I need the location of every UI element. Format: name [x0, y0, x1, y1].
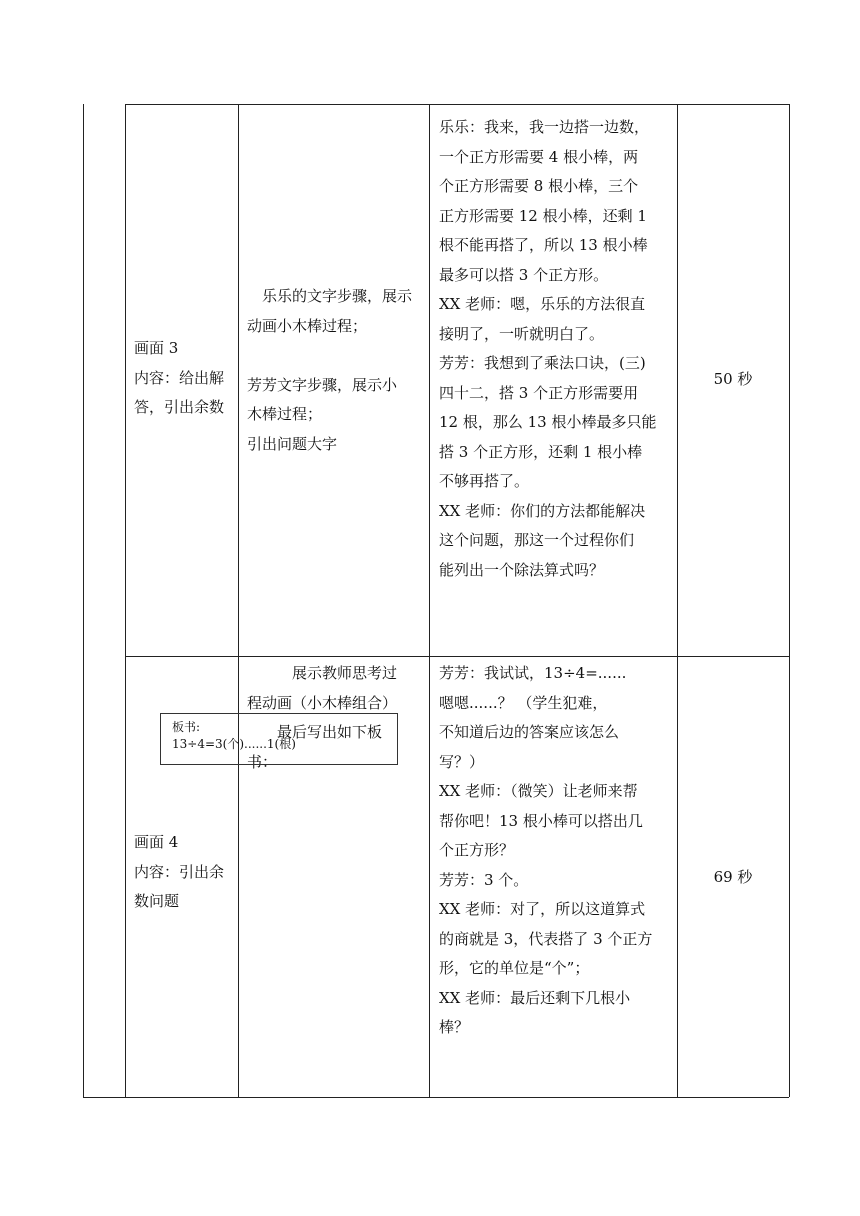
dialog-line: 最多可以搭 3 个正方形。 — [439, 265, 609, 284]
label-line: 内容：给出解 — [134, 368, 225, 387]
scene-duration-4: 69 秒 — [713, 868, 753, 886]
desc-line: 木棒过程； — [247, 405, 323, 423]
col-divider — [429, 104, 430, 1097]
dialog-line: XX 老师：（微笑）让老师来帮 — [439, 782, 638, 800]
dialog-line: 芳芳：我试试，13÷4=...... — [439, 664, 627, 682]
dialog-line: 嗯嗯......？ （学生犯难， — [439, 693, 608, 712]
dialog-line: 搭 3 个正方形，还剩 1 根小棒 — [439, 442, 643, 461]
dialog-line: 芳芳：我想到了乘法口诀，(三) — [439, 354, 646, 372]
desc-line: 动画小木棒过程； — [247, 316, 368, 335]
dialog-line: 写？） — [439, 752, 485, 771]
dialog-line: 芳芳：3 个。 — [439, 870, 529, 889]
desc-line: 引出问题大字 — [247, 434, 338, 453]
dialog-line: 形，它的单位是“个”； — [439, 959, 590, 977]
dialog-line: 乐乐：我来，我一边搭一边数， — [439, 118, 650, 136]
dialog-line: 不够再搭了。 — [439, 472, 530, 490]
dialog-line: 这个问题，那这一个过程你们 — [439, 531, 635, 549]
row-divider — [125, 104, 790, 105]
dialog-line: 能列出一个除法算式吗？ — [439, 560, 605, 579]
col-divider — [238, 104, 239, 1097]
dialog-line: 的商就是 3，代表搭了 3 个正方 — [439, 929, 653, 948]
label-line: 画面 4 — [134, 833, 179, 851]
dialog-line: 一个正方形需要 4 根小棒，两 — [439, 147, 639, 166]
dialog-line: 四十二，搭 3 个正方形需要用 — [439, 383, 639, 402]
dialog-line: 接明了，一听就明白了。 — [439, 324, 605, 343]
scene-dialog-3 — [439, 113, 679, 585]
desc-line: 乐乐的文字步骤，展示 — [262, 287, 413, 305]
board-title: 板书: — [172, 720, 201, 734]
desc-line: 最后写出如下板 — [277, 723, 383, 741]
label-line: 内容：引出余 — [134, 862, 225, 881]
scene-dialog-4 — [439, 659, 679, 1043]
dialog-line: 个正方形？ — [439, 841, 515, 859]
scene-label-4 — [134, 828, 238, 917]
desc-line: 芳芳文字步骤，展示小 — [247, 375, 398, 394]
dialog-line: 棒？ — [439, 1018, 470, 1036]
board-formula: 13÷4=3(个)......1(根) — [172, 737, 296, 751]
dialog-line: XX 老师：对了，所以这道算式 — [439, 900, 646, 918]
dialog-line: 不知道后边的答案应该怎么 — [439, 723, 620, 741]
dialog-line: 12 根，那么 13 根小棒最多只能 — [439, 413, 657, 431]
dialog-line: 根不能再搭了，所以 13 根小棒 — [439, 236, 648, 254]
scene-label-3 — [134, 334, 238, 423]
desc-line: 书： — [247, 752, 278, 771]
col-divider — [789, 104, 790, 1097]
dialog-line: 帮你吧！13 根小棒可以搭出几 — [439, 811, 643, 830]
desc-line: 程动画（小木棒组合） — [247, 693, 398, 712]
scene-description-3 — [247, 282, 433, 459]
dialog-line: XX 老师：你们的方法都能解决 — [439, 501, 646, 520]
label-line: 画面 3 — [134, 339, 179, 357]
dialog-line: 个正方形需要 8 根小棒，三个 — [439, 177, 639, 195]
row-divider — [125, 656, 790, 657]
dialog-line: 正方形需要 12 根小棒，还剩 1 — [439, 206, 647, 225]
label-line: 答，引出余数 — [134, 398, 225, 416]
lesson-table — [83, 104, 789, 1098]
dialog-line: XX 老师：嗯，乐乐的方法很直 — [439, 295, 646, 313]
desc-line: 展示教师思考过 — [292, 664, 398, 682]
scene-duration-3: 50 秒 — [713, 370, 753, 388]
label-line: 数问题 — [134, 892, 180, 910]
col-divider — [125, 104, 126, 1097]
blackboard-box — [160, 713, 398, 765]
dialog-line: XX 老师：最后还剩下几根小 — [439, 988, 631, 1007]
